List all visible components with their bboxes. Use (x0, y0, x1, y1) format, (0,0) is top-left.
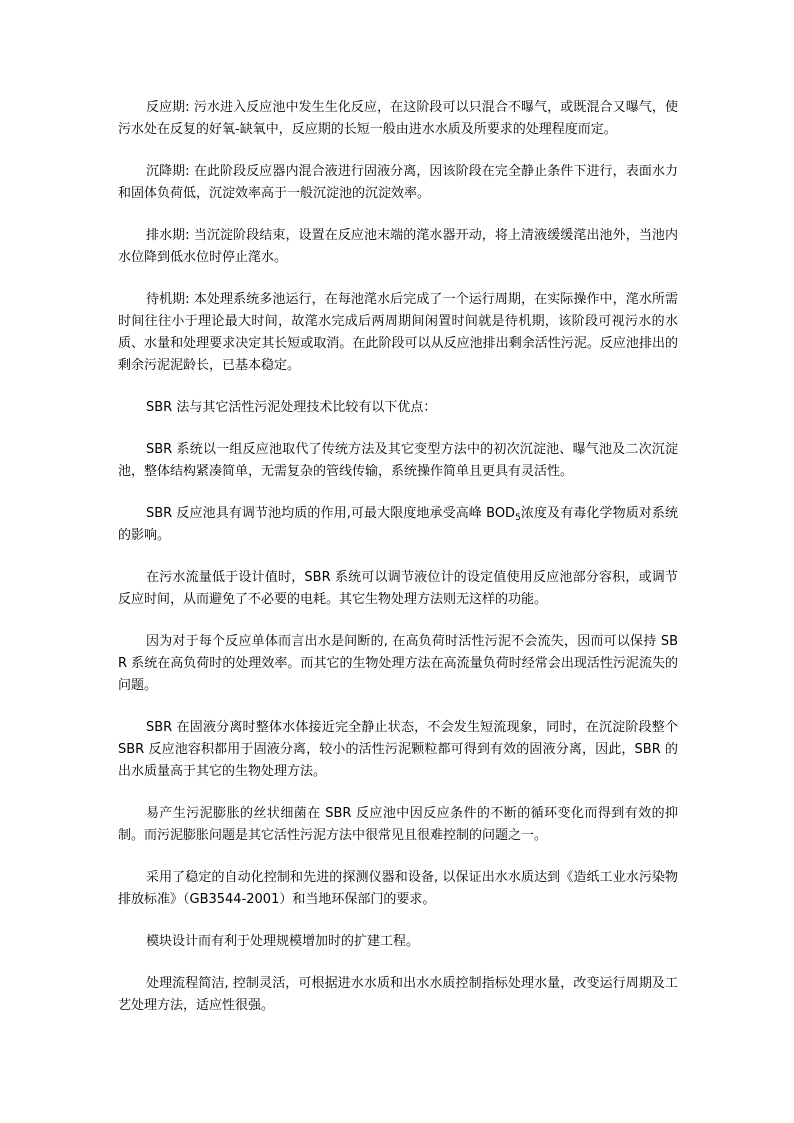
paragraph-advantages-intro: SBR 法与其它活性污泥处理技术比较有以下优点： (146, 400, 437, 415)
document-body (118, 97, 678, 1037)
paragraph-advantage-compact: SBR 系统以一组反应池取代了传统方法及其它变型方法中的初次沉淀池、曝气池及二次沉淀池，整体结构紧凑简单，无需复杂的管线传输，系统操作简单且更具有灵活性。 (118, 442, 678, 479)
bod-tail-text: 浓度及有毒化学物质对系统的影响。 (118, 506, 678, 543)
paragraph-drain-phase: 排水期: 当沉淀阶段结束，设置在反应池末端的滗水器开动，将上清液缓缓滗出池外，当池内水位降到低水位时停止滗水。 (118, 228, 678, 265)
paragraph-advantage-automation: 采用了稳定的自动化控制和先进的探测仪器和设备, 以保证出水水质达到《造纸工业水污染物排放标准》（GB3544-2001）和当地环保部门的要求。 (118, 870, 678, 907)
paragraph-reaction-phase: 反应期: 污水进入反应池中发生生化反应，在这阶段可以只混合不曝气，或既混合又曝气，使污水处在反复的好氧-缺氧中，反应期的长短一般由进水水质及所要求的处理程度而定。 (118, 100, 678, 137)
paragraph-settling-phase: 沉降期: 在此阶段反应器内混合液进行固液分离，因该阶段在完全静止条件下进行，表面水力和固体负荷低，沉淀效率高于一般沉淀池的沉淀效率。 (118, 164, 678, 201)
paragraph-idle-phase: 待机期: 本处理系统多池运行，在每池滗水后完成了一个运行周期，在实际操作中，滗水所需时间往往小于理论最大时间，故滗水完成后两周期间闲置时间就是待机期，该阶段可视污水的水质、水量和处理要求决定其长短或取消。在此阶段可以从反应池排出剩余活性污泥。反应池排出的剩余污泥泥龄长，已基本稳定。 (118, 292, 678, 373)
bod-text: SBR 反应池具有调节池均质的作用,可最大限度地承受高峰 BOD (146, 506, 516, 521)
paragraph-advantage-equalization (118, 503, 678, 547)
paragraph-advantage-modular: 模块设计而有利于处理规模增加时的扩建工程。 (146, 934, 420, 949)
paragraph-advantage-high-load: 因为对于每个反应单体而言出水是间断的, 在高负荷时活性污泥不会流失，因而可以保持 SBR 系统在高负荷时的处理效率。而其它的生物处理方法在高流量负荷时经常会出现活性污泥流失的问题。 (118, 634, 678, 693)
bod-subscript: 5 (515, 513, 521, 523)
paragraph-advantage-low-flow: 在污水流量低于设计值时，SBR 系统可以调节液位计的设定值使用反应池部分容积，或调节反应时间，从而避免了不必要的电耗。其它生物处理方法则无这样的功能。 (118, 570, 678, 607)
paragraph-advantage-separation: SBR 在固液分离时整体水体接近完全静止状态，不会发生短流现象，同时，在沉淀阶段整个 SBR 反应池容积都用于固液分离，较小的活性污泥颗粒都可得到有效的固液分离，因此，SBR 的出水质量高于其它的生物处理方法。 (118, 720, 678, 779)
paragraph-advantage-bulking: 易产生污泥膨胀的丝状细菌在 SBR 反应池中因反应条件的不断的循环变化而得到有效的抑制。而污泥膨胀问题是其它活性污泥方法中很常见且很难控制的问题之一。 (118, 806, 678, 843)
paragraph-advantage-flexible: 处理流程简洁, 控制灵活，可根据进水水质和出水水质控制指标处理水量，改变运行周期及工艺处理方法，适应性很强。 (118, 976, 678, 1013)
